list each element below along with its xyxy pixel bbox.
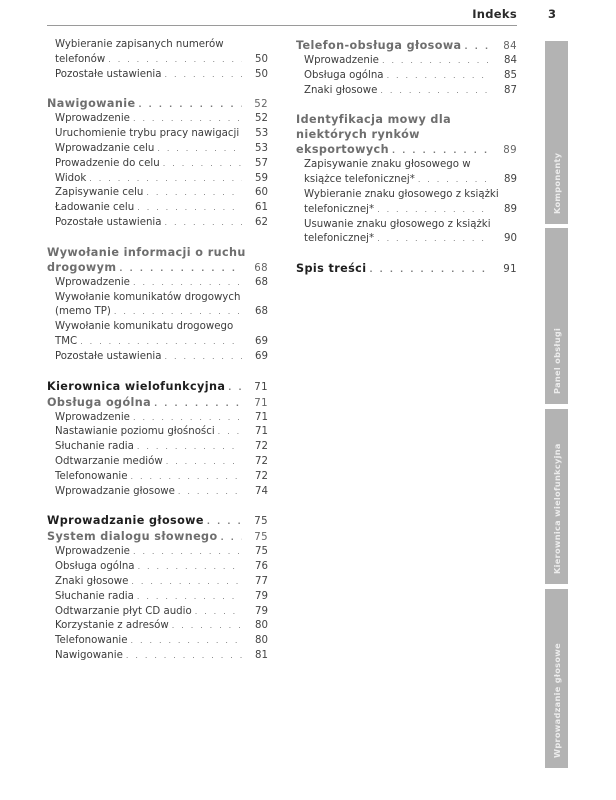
page-reference: 75	[254, 516, 268, 528]
side-tab-label: Wprowadzanie głosowe	[551, 643, 562, 758]
index-entry[interactable]	[47, 590, 268, 605]
spacer	[47, 365, 268, 379]
index-entry[interactable]	[47, 157, 268, 172]
index-entry[interactable]	[47, 127, 268, 142]
entry-text: telefonów	[55, 53, 106, 65]
dot-leader	[133, 545, 242, 560]
entry-text: książce telefonicznej*	[304, 174, 415, 186]
entry-text: Słuchanie radia	[55, 441, 134, 453]
dot-leader	[114, 305, 242, 320]
entry-text: Ładowanie celu	[55, 202, 135, 214]
side-tab-label: Panel obsługi	[551, 327, 562, 394]
index-column-right	[296, 38, 517, 277]
entry-text: Identyfikacja mowy dla	[296, 113, 452, 127]
entry-text: drogowym	[47, 260, 117, 274]
page-reference: 75	[255, 546, 268, 558]
index-entry[interactable]	[47, 112, 268, 127]
index-entry[interactable]	[47, 320, 268, 350]
dot-leader	[387, 69, 491, 84]
entry-text: Wywołanie komunikatu drogowego	[55, 321, 234, 333]
page-reference: 62	[255, 216, 268, 228]
dot-leader	[392, 143, 491, 158]
entry-text: Znaki głosowe	[304, 84, 378, 96]
dot-leader	[163, 157, 242, 172]
index-entry[interactable]	[296, 69, 517, 84]
index-entry[interactable]	[47, 619, 268, 634]
index-entry[interactable]	[296, 54, 517, 69]
dot-leader	[137, 590, 242, 605]
page-reference: 50	[255, 68, 268, 80]
entry-text: TMC	[55, 335, 78, 347]
entry-text: Widok	[55, 172, 87, 184]
index-entry[interactable]	[47, 485, 268, 500]
entry-text: Telefonowanie	[55, 470, 128, 482]
dot-leader	[377, 232, 491, 247]
entry-text: Słuchanie radia	[55, 590, 134, 602]
entry-text: Korzystanie z adresów	[55, 620, 169, 632]
entry-text: Telefon-obsługa głosowa	[296, 39, 462, 52]
index-section-heading[interactable]	[296, 112, 517, 158]
index-entry[interactable]	[47, 142, 268, 157]
dot-leader	[80, 335, 242, 350]
index-chapter-heading[interactable]	[47, 513, 268, 529]
index-entry[interactable]	[47, 186, 268, 201]
entry-text: Znaki głosowe	[55, 575, 129, 587]
dot-leader	[465, 39, 491, 54]
entry-text: Wprowadzanie głosowe	[55, 485, 175, 497]
entry-text: Telefonowanie	[55, 635, 128, 647]
dot-leader	[207, 514, 242, 529]
entry-text: Odtwarzanie płyt CD audio	[55, 605, 192, 617]
entry-text: Wybieranie zapisanych numerów	[55, 39, 224, 50]
dot-leader	[165, 216, 242, 231]
dot-leader	[133, 411, 242, 426]
entry-text: Obsługa ogólna	[47, 395, 152, 409]
page-reference: 71	[255, 411, 268, 423]
index-entry[interactable]	[47, 68, 268, 83]
index-section-heading[interactable]	[47, 529, 268, 545]
dot-leader	[380, 84, 491, 99]
dot-leader	[137, 201, 242, 216]
page-reference: 68	[254, 262, 268, 274]
page-reference: 80	[255, 620, 268, 632]
page-reference: 89	[504, 203, 517, 215]
entry-text: Uruchomienie trybu pracy nawigacji	[55, 128, 240, 140]
page-reference: 52	[255, 113, 268, 125]
entry-text: (memo TP)	[55, 306, 111, 318]
index-entry[interactable]	[47, 470, 268, 485]
spacer	[296, 247, 517, 261]
page-reference: 69	[255, 350, 268, 362]
entry-text: Wprowadzenie	[55, 276, 130, 288]
entry-text: Wprowadzenie	[55, 411, 130, 423]
page-reference: 87	[504, 84, 517, 96]
dot-leader	[137, 440, 242, 455]
index-entry[interactable]	[47, 38, 268, 68]
page-reference: 57	[255, 157, 268, 169]
entry-text: niektórych rynków	[296, 128, 420, 142]
side-tab[interactable]	[545, 41, 568, 224]
entry-text: telefonicznej*	[304, 203, 375, 215]
index-entry[interactable]	[47, 575, 268, 590]
page-reference: 52	[254, 99, 268, 111]
page-reference: 91	[503, 264, 517, 276]
index-entry[interactable]	[47, 276, 268, 291]
dot-leader	[131, 634, 243, 649]
index-entry[interactable]	[296, 188, 517, 218]
page-reference: 50	[255, 53, 268, 65]
side-tab[interactable]	[545, 409, 568, 584]
page-reference: 85	[504, 69, 517, 81]
entry-text: telefonicznej*	[304, 233, 375, 245]
dot-leader	[108, 53, 242, 68]
entry-text: Wprowadzenie	[55, 546, 130, 558]
page-reference: 79	[255, 590, 268, 602]
entry-text: Pozostałe ustawienia	[55, 350, 162, 362]
index-entry[interactable]	[47, 172, 268, 187]
page-reference: 79	[255, 605, 268, 617]
entry-text: Kierownica wielofunkcyjna	[47, 379, 226, 393]
entry-text: Wprowadzanie głosowe	[47, 514, 204, 528]
index-entry[interactable]	[47, 440, 268, 455]
dot-leader	[131, 575, 242, 590]
entry-text: Prowadzenie do celu	[55, 157, 160, 169]
entry-text: eksportowych	[296, 143, 389, 157]
dot-leader	[178, 485, 242, 500]
spacer	[47, 82, 268, 96]
dot-leader	[165, 68, 242, 83]
entry-text: Spis treści	[296, 262, 367, 276]
entry-text: Odtwarzanie mediów	[55, 455, 163, 467]
dot-leader	[126, 649, 242, 664]
index-entry[interactable]	[47, 455, 268, 470]
index-section-heading[interactable]	[47, 96, 268, 112]
dot-leader	[172, 619, 242, 634]
dot-leader	[119, 261, 242, 276]
index-section-heading[interactable]	[47, 245, 268, 276]
page-reference: 69	[255, 335, 268, 347]
index-entry[interactable]	[47, 216, 268, 231]
entry-text: Wywołanie komunikatów drogowych	[55, 291, 241, 303]
dot-leader	[377, 203, 491, 218]
entry-text: Wybieranie znaku głosowego z książki	[304, 188, 499, 200]
page-reference: 68	[255, 306, 268, 318]
page-reference: 72	[255, 441, 268, 453]
header-title: Indeks	[472, 7, 517, 21]
page-reference: 89	[503, 145, 517, 157]
spacer	[296, 98, 517, 112]
entry-text: System dialogu słownego	[47, 530, 218, 544]
index-entry[interactable]	[47, 425, 268, 440]
index-section-heading[interactable]	[296, 38, 517, 54]
entry-text: Nawigowanie	[55, 649, 123, 661]
page-reference: 77	[255, 575, 268, 587]
index-entry[interactable]	[47, 545, 268, 560]
dot-leader	[146, 186, 242, 201]
index-entry[interactable]	[47, 605, 268, 620]
page-reference: 68	[255, 276, 268, 288]
page-reference: 71	[254, 381, 268, 393]
dot-leader	[131, 470, 243, 485]
page-reference: 60	[255, 187, 268, 199]
page-reference: 72	[255, 455, 268, 467]
index-section-heading[interactable]	[47, 395, 268, 411]
dot-leader	[418, 173, 491, 188]
side-tab[interactable]	[545, 228, 568, 404]
page-number: 3	[548, 7, 557, 21]
entry-text: Nawigowanie	[47, 97, 136, 111]
dot-leader	[154, 396, 242, 411]
dot-leader	[138, 97, 242, 112]
dot-leader	[165, 350, 242, 365]
entry-text: Wprowadzenie	[304, 55, 379, 66]
entry-text: Obsługa ogólna	[55, 561, 135, 573]
entry-text: Usuwanie znaku głosowego z książki	[304, 218, 491, 230]
dot-leader	[138, 560, 242, 575]
page-reference: 84	[503, 41, 517, 52]
index-entry[interactable]	[296, 84, 517, 99]
entry-text: Pozostałe ustawienia	[55, 68, 162, 80]
page-reference: 80	[255, 635, 268, 647]
index-entry[interactable]	[47, 649, 268, 664]
entry-text: Pozostałe ustawienia	[55, 216, 162, 228]
entry-text: Nastawianie poziomu głośności	[55, 426, 215, 438]
index-entry[interactable]	[296, 158, 517, 188]
entry-text: Wywołanie informacji o ruchu	[47, 245, 246, 259]
index-column-left	[47, 38, 268, 664]
index-entry[interactable]	[47, 634, 268, 649]
side-tab-label: Komponenty	[551, 152, 562, 214]
page-reference: 75	[254, 532, 268, 544]
page-reference: 71	[255, 426, 268, 438]
entry-text: Zapisywanie celu	[55, 187, 144, 199]
dot-leader	[218, 425, 242, 440]
dot-leader	[382, 54, 491, 69]
dot-leader	[195, 605, 242, 620]
index-entry[interactable]	[47, 560, 268, 575]
entry-text: Zapisywanie znaku głosowego w	[304, 159, 471, 171]
index-entry[interactable]	[47, 291, 268, 321]
dot-leader	[228, 380, 242, 395]
dot-leader	[369, 262, 491, 277]
index-chapter-heading[interactable]	[47, 379, 268, 395]
dot-leader	[133, 276, 242, 291]
index-entry[interactable]	[47, 350, 268, 365]
entry-text: Wprowadzanie celu	[55, 142, 155, 154]
dot-leader	[166, 455, 242, 470]
page-reference: 84	[504, 55, 517, 66]
dot-leader	[221, 530, 242, 545]
spacer	[47, 231, 268, 245]
index-entry[interactable]	[47, 201, 268, 216]
index-entry[interactable]	[296, 218, 517, 248]
page-reference: 59	[255, 172, 268, 184]
page-reference: 76	[255, 561, 268, 573]
page-reference: 71	[254, 397, 268, 409]
page-reference: 89	[504, 174, 517, 186]
page-header	[47, 0, 517, 26]
page-reference: 72	[255, 470, 268, 482]
page-reference: 74	[255, 485, 268, 497]
dot-leader	[89, 172, 242, 187]
page-reference: 53	[255, 142, 268, 154]
dot-leader	[133, 112, 242, 127]
dot-leader	[157, 142, 242, 157]
side-tab-label: Kierownica wielofunkcyjna	[551, 443, 562, 574]
entry-text: Obsługa ogólna	[304, 69, 384, 81]
index-chapter-heading[interactable]	[296, 261, 517, 277]
index-entry[interactable]	[47, 411, 268, 426]
spacer	[47, 499, 268, 513]
side-tab[interactable]	[545, 589, 568, 768]
page-reference: 90	[504, 233, 517, 245]
page-reference: 53	[255, 128, 269, 140]
page-reference: 61	[255, 202, 268, 214]
entry-text: Wprowadzenie	[55, 113, 130, 125]
page-reference: 81	[255, 649, 268, 661]
